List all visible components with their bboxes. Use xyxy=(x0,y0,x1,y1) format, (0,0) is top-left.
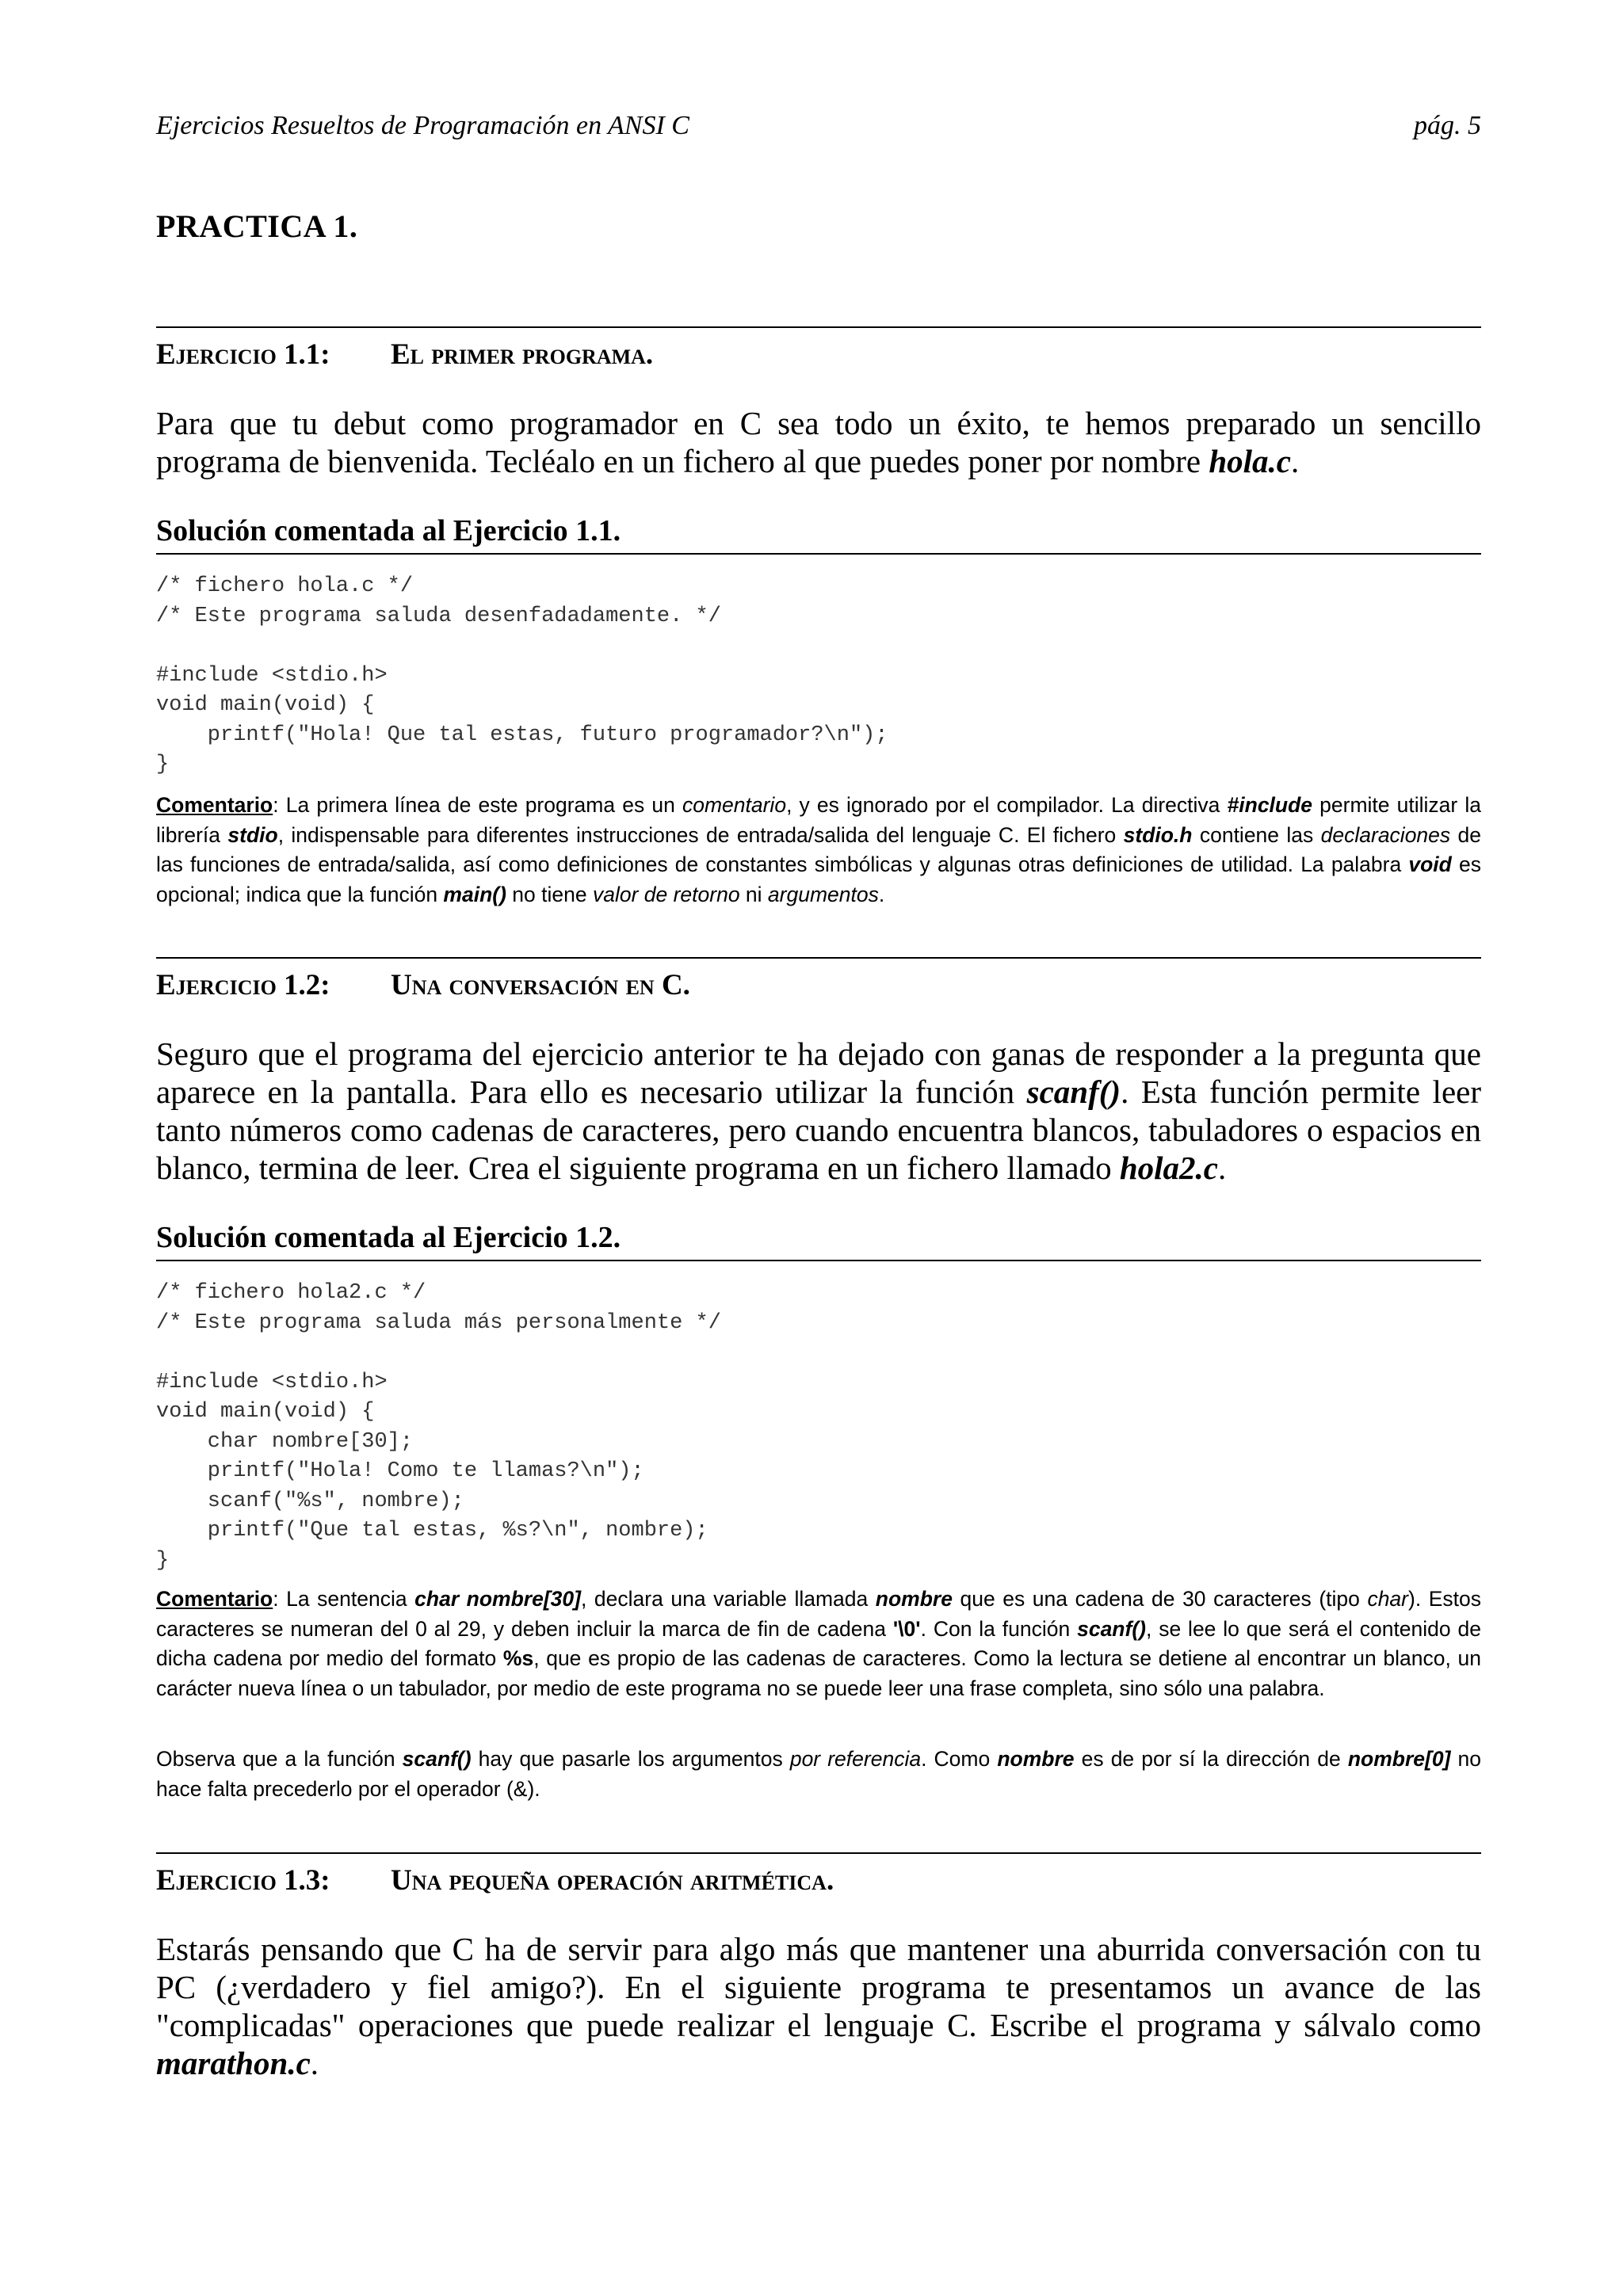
section-divider xyxy=(156,326,1481,328)
solution-heading-1-1: Solución comentada al Ejercicio 1.1. xyxy=(156,513,1481,555)
exercise-1-1-statement: Para que tu debut como programador en C sea todo un éxito, te hemos preparado un sencillo programa de bienvenida. Tecléalo en un fichero al que puedes poner por nombre hola.c. xyxy=(156,405,1481,479)
file-name: hola.c xyxy=(1209,443,1292,479)
exercise-heading-1-3 xyxy=(156,1863,834,1897)
comment-1-1: Comentario: La primera línea de este programa es un comentario, y es ignorado por el compilador. La directiva #include permite utilizar la librería stdio, indispensable para diferentes instrucciones de entrada/salida del lenguaje C. El fichero stdio.h contiene las declaraciones de las funciones de entrada/salida, así como definiciones de constantes simbólicas y algunas otras definiciones de utilidad. La palabra void es opcional; indica que la función main() no tiene valor de retorno ni argumentos. xyxy=(156,793,1482,906)
code-block-hola: /* fichero hola.c */ /* Este programa saluda desenfadadamente. */ #include <stdio.h> void main(void) { printf("Hola! Que tal estas, futuro programador?\n"); } xyxy=(156,574,888,776)
exercise-title: Una pequeña operación aritmética. xyxy=(391,1864,834,1897)
exercise-heading-1-2 xyxy=(156,968,690,1002)
file-name: marathon.c xyxy=(156,2045,311,2081)
function-name: scanf() xyxy=(1026,1074,1121,1110)
exercise-1-3-statement: Estarás pensando que C ha de servir para algo más que mantener una aburrida conversación con tu PC (¿verdadero y fiel amigo?). En el siguiente programa te presentamos un avance de las "complicadas" operaciones que puede realizar el lenguaje C. Escribe el programa y sálvalo como marathon.c. xyxy=(156,1931,1481,2081)
comment-label: Comentario xyxy=(156,1587,273,1611)
comment-1-2: Comentario: La sentencia char nombre[30], declara una variable llamada nombre que es una cadena de 30 caracteres (tipo char). Estos caracteres se numeran del 0 al 29, y deben incluir la marca de fin de cadena '\0'. Con la función scanf(), se lee lo que será el contenido de dicha cadena por medio del formato %s, que es propio de las cadenas de caracteres. Como la lectura se detiene al encontrar un blanco, un carácter nueva línea o un tabulador, por medio de este programa no se puede leer una frase completa, sino sólo una palabra. xyxy=(156,1587,1482,1700)
exercise-heading-1-1 xyxy=(156,338,653,372)
book-title: Ejercicios Resueltos de Programación en ANSI C xyxy=(156,111,689,140)
comment-label: Comentario xyxy=(156,793,273,817)
solution-heading-1-2: Solución comentada al Ejercicio 1.2. xyxy=(156,1220,1481,1261)
page-number: pág. 5 xyxy=(1414,111,1481,140)
exercise-title: El primer programa. xyxy=(391,338,654,371)
exercise-number: Ejercicio 1.3: xyxy=(156,1864,330,1897)
exercise-number: Ejercicio 1.1: xyxy=(156,338,330,371)
practica-title: PRACTICA 1. xyxy=(156,208,358,244)
exercise-1-2-statement: Seguro que el programa del ejercicio anterior te ha dejado con ganas de responder a la pregunta que aparece en la pantalla. Para ello es necesario utilizar la función scanf(). Esta función permite leer tanto números como cadenas de caracteres, pero cuando encuentra blancos, tabuladores o espacios en blanco, termina de leer. Crea el siguiente programa en un fichero llamado hola2.c. xyxy=(156,1035,1481,1186)
section-divider xyxy=(156,1852,1481,1854)
file-name: hola2.c xyxy=(1119,1150,1219,1186)
exercise-title: Una conversación en C. xyxy=(391,969,690,1001)
running-header xyxy=(156,111,1481,146)
comment-1-2-note: Observa que a la función scanf() hay que pasarle los argumentos por referencia. Como nombre es de por sí la dirección de nombre[0] no hace falta precederlo por el operador (&). xyxy=(156,1747,1481,1801)
code-block-hola2: /* fichero hola2.c */ /* Este programa saluda más personalmente */ #include <stdio.h> void main(void) { char nombre[30]; printf("Hola! Como te llamas?\n"); scanf("%s", nombre); printf("Que tal estas, %s?\n", nombre); } xyxy=(156,1281,721,1573)
exercise-number: Ejercicio 1.2: xyxy=(156,969,330,1001)
section-divider xyxy=(156,957,1481,959)
